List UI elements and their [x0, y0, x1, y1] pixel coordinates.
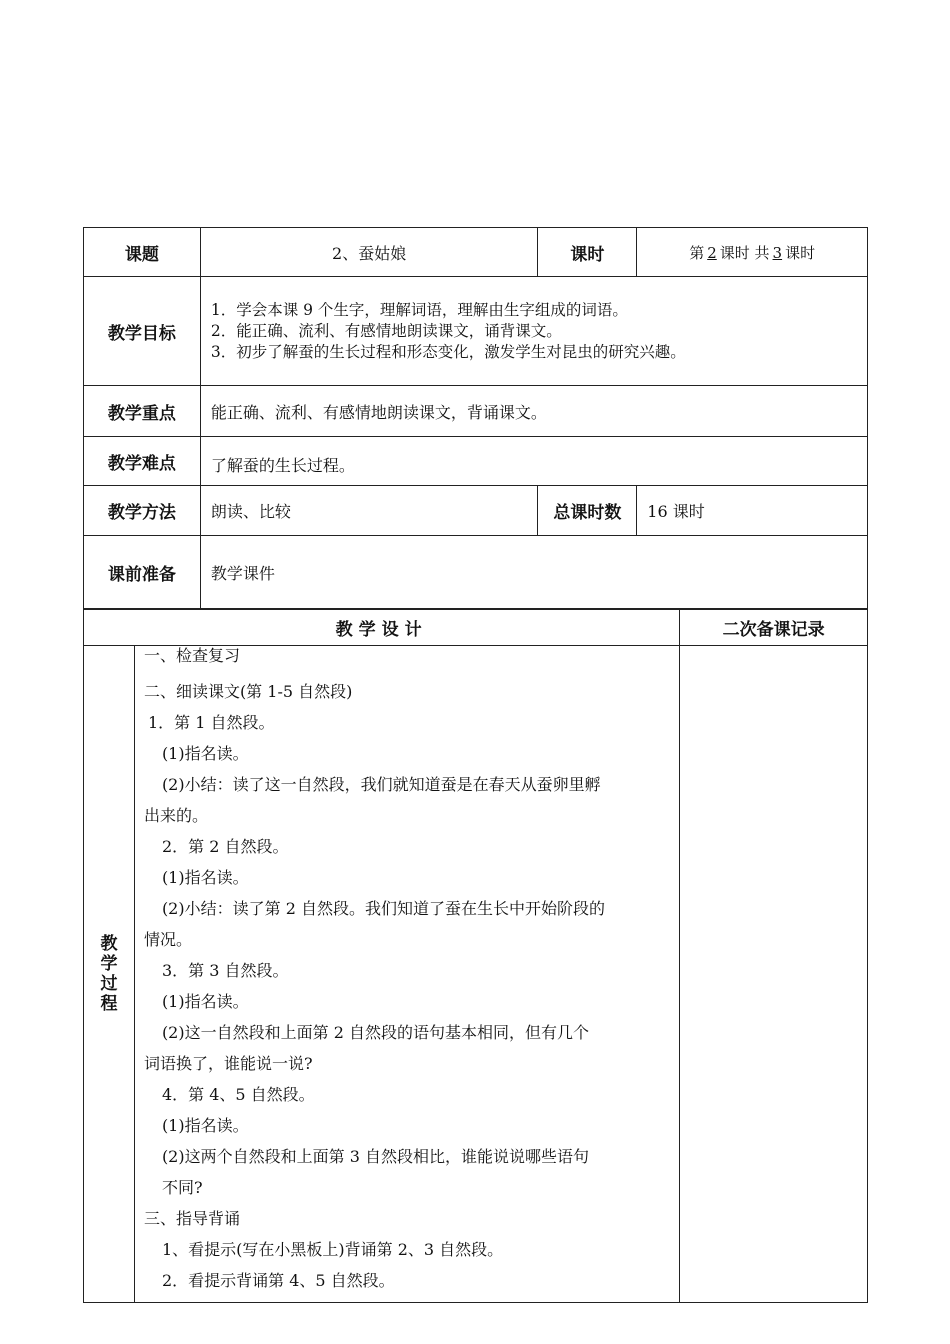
process-line: (2)这两个自然段和上面第 3 自然段相比，谁能说说哪些语句: [161, 1147, 589, 1166]
record-content: [680, 646, 868, 1303]
process-line: 3．第 3 自然段。: [161, 961, 289, 980]
process-side-label: [84, 646, 135, 1303]
process-line: (2)小结：读了第 2 自然段。我们知道了蚕在生长中开始阶段的: [161, 899, 605, 918]
goals-label: 教学目标: [84, 277, 201, 386]
side-label-char: 程: [100, 994, 118, 1014]
process-line: 出来的。: [143, 806, 208, 825]
goals-list: [200, 277, 867, 386]
preparation-row: [84, 536, 868, 609]
period-suffix: 课时: [785, 243, 816, 262]
process-line: (2)小结：读了这一自然段，我们就知道蚕是在春天从蚕卵里孵: [161, 775, 601, 794]
period-current: 2: [707, 243, 717, 262]
goal-item: 1．学会本课 9 个生字，理解词语，理解由生字组成的词语。: [210, 300, 628, 319]
method-label: 教学方法: [84, 486, 201, 536]
period-total: 3: [772, 243, 783, 262]
design-header: 教学设计: [84, 610, 680, 646]
period-label: 课时: [538, 228, 637, 277]
process-line: (2)这一自然段和上面第 2 自然段的语句基本相同，但有几个: [161, 1023, 589, 1042]
total-hours-value: 16 课时: [637, 486, 868, 536]
process-line: 情况。: [143, 930, 192, 949]
method-value: 朗读、比较: [200, 486, 538, 536]
process-line: 2．第 2 自然段。: [161, 837, 289, 856]
key-points-row: [84, 386, 868, 437]
topic-row: [84, 228, 868, 277]
lesson-info-table: [83, 227, 868, 609]
process-line: 1．第 1 自然段。: [147, 713, 275, 732]
process-line: 二、细读课文(第 1-5 自然段): [143, 682, 353, 701]
key-points-value: 能正确、流利、有感情地朗读课文，背诵课文。: [200, 386, 867, 437]
method-row: [84, 486, 868, 536]
teaching-design-table: [83, 609, 868, 1303]
key-points-label: 教学重点: [84, 386, 201, 437]
difficulties-row: [84, 437, 868, 486]
period-prefix: 第: [689, 243, 705, 262]
process-line: (1)指名读。: [161, 868, 249, 887]
difficulties-value: 了解蚕的生长过程。: [200, 437, 867, 486]
side-label-char: 教: [100, 934, 118, 954]
period-value: [637, 228, 868, 277]
process-line: (1)指名读。: [161, 1116, 249, 1135]
process-line: 不同?: [161, 1178, 203, 1197]
process-line: (1)指名读。: [161, 744, 249, 763]
topic-value: 2、蚕姑娘: [200, 228, 538, 277]
process-line: 一、检查复习: [143, 646, 240, 665]
side-label-char: 过: [100, 974, 118, 994]
goals-row: [84, 277, 868, 386]
preparation-label: 课前准备: [84, 536, 201, 609]
process-row: [84, 646, 868, 1303]
preparation-value: 教学课件: [200, 536, 867, 609]
side-label-char: 学: [100, 954, 118, 974]
design-header-row: [84, 610, 868, 646]
goal-item: 3．初步了解蚕的生长过程和形态变化，激发学生对昆虫的研究兴趣。: [210, 342, 686, 361]
record-header: 二次备课记录: [680, 610, 868, 646]
total-hours-label: 总课时数: [538, 486, 637, 536]
process-line: 4．第 4、5 自然段。: [161, 1085, 315, 1104]
process-content: [134, 646, 679, 1303]
period-mid: 课时 共: [719, 243, 770, 262]
goal-item: 2．能正确、流利、有感情地朗读课文，诵背课文。: [210, 321, 562, 340]
topic-label: 课题: [84, 228, 201, 277]
process-line: 词语换了，谁能说一说?: [143, 1054, 313, 1073]
process-line: 1、看提示(写在小黑板上)背诵第 2、3 自然段。: [161, 1240, 504, 1259]
process-line: (1)指名读。: [161, 992, 249, 1011]
process-line: 三、指导背诵: [143, 1209, 240, 1228]
difficulties-label: 教学难点: [84, 437, 201, 486]
process-line: 2．看提示背诵第 4、5 自然段。: [161, 1271, 395, 1290]
